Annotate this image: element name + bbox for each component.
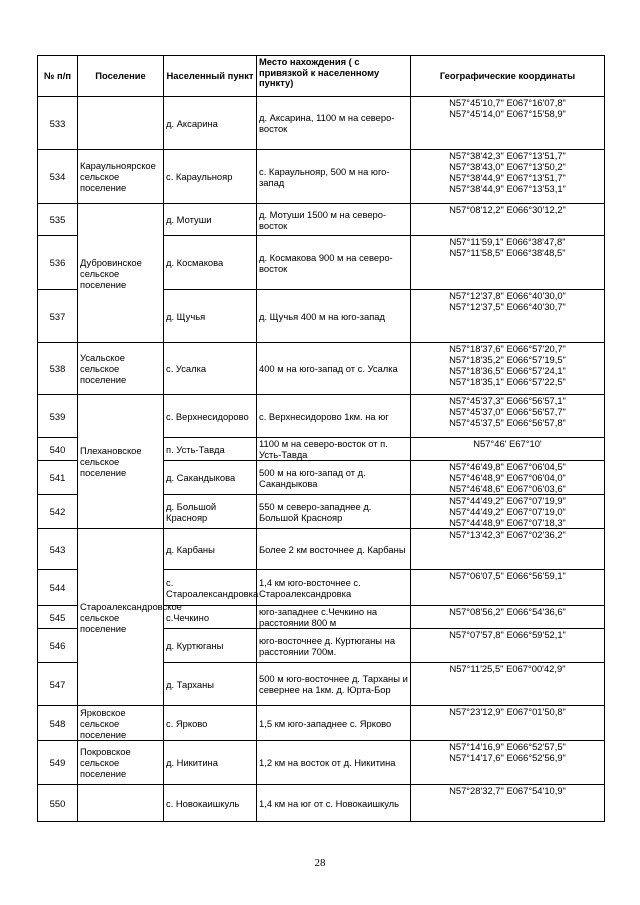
coordinate-line: N57°11'25,5" E067°00'42,9"	[449, 663, 566, 674]
row-number: 547	[38, 663, 78, 706]
locality-cell: с. Новокаишкуль	[164, 785, 257, 822]
coordinate-line: N57°18'37,6" E066°57'20,7"	[449, 343, 566, 354]
coordinate-line: N57°38'44,9" E067°13'51,7"	[449, 172, 566, 183]
location-cell: юго-западнее с.Чечкино на расстоянии 800 м	[257, 606, 411, 629]
locality-cell: с. Караульнояр	[164, 150, 257, 204]
locality-cell: с. Староалександровка	[164, 570, 257, 606]
row-number: 539	[38, 395, 78, 438]
row-number: 545	[38, 606, 78, 629]
location-cell: 1,2 км на восток от д. Никитина	[257, 741, 411, 785]
locality-cell: с.Чечкино	[164, 606, 257, 629]
settlement-cell: Усальское сельское поселение	[78, 343, 164, 395]
row-number: 536	[38, 236, 78, 290]
coordinates-cell	[411, 438, 605, 461]
coordinate-line: N57°18'35,2" E066°57'19,5"	[449, 354, 566, 365]
coordinate-line: N57°18'36,5" E066°57'24,1"	[449, 365, 566, 376]
coordinates-cell	[411, 461, 605, 495]
locality-cell: д. Куртюганы	[164, 629, 257, 663]
coordinate-line: N57°45'37,0" E066°56'57,7"	[449, 406, 566, 417]
coordinate-line: N57°46'49,8" E067°06'04,5"	[449, 461, 566, 472]
page-number: 28	[314, 857, 326, 869]
coordinate-line: N57°38'42,3" E067°13'51,7"	[449, 150, 566, 161]
coordinates-cell	[411, 150, 605, 204]
row-number: 540	[38, 438, 78, 461]
location-cell: 1,4 км на юг от с. Новокаишкуль	[257, 785, 411, 822]
coordinate-line: N57°45'10,7" E067°16'07,8"	[449, 97, 566, 108]
row-number: 544	[38, 570, 78, 606]
location-cell: 1,4 км юго-восточнее с. Староалександровка	[257, 570, 411, 606]
registry-table	[37, 55, 605, 822]
coordinates-cell	[411, 204, 605, 236]
coordinate-line: N57°46' E67°10'	[473, 438, 542, 449]
table-row	[38, 204, 605, 236]
settlement-cell	[78, 785, 164, 822]
locality-cell: д. Сакандыкова	[164, 461, 257, 495]
locality-cell: д. Карбаны	[164, 529, 257, 570]
row-number: 550	[38, 785, 78, 822]
settlement-cell: Староалександровское сельское поселение	[78, 529, 164, 706]
location-cell: Более 2 км восточнее д. Карбаны	[257, 529, 411, 570]
locality-cell: д. Тарханы	[164, 663, 257, 706]
coordinate-line: N57°28'32,7" E067°54'10,9"	[449, 785, 566, 796]
locality-cell: д. Космакова	[164, 236, 257, 290]
coordinate-line: N57°11'58,5" E066°38'48,5"	[449, 247, 566, 258]
table-row	[38, 529, 605, 570]
locality-cell: д. Большой Краснояр	[164, 495, 257, 529]
location-cell: с. Верхнесидорово 1км. на юг	[257, 395, 411, 438]
location-cell: с. Караульнояр, 500 м на юго-запад	[257, 150, 411, 204]
locality-cell: д. Аксарина	[164, 97, 257, 150]
header-num: № п/п	[38, 56, 78, 97]
header-settlement: Поселение	[78, 56, 164, 97]
coordinate-line: N57°44'49,2" E067°07'19,0"	[449, 506, 566, 517]
coordinates-cell	[411, 395, 605, 438]
coordinates-cell	[411, 785, 605, 822]
header-locality: Населенный пункт	[164, 56, 257, 97]
coordinate-line: N57°13'42,3" E067°02'36,2"	[449, 529, 566, 540]
settlement-cell: Покровское сельское поселение	[78, 741, 164, 785]
location-cell: 550 м северо-западнее д. Большой Краснояр	[257, 495, 411, 529]
coordinates-cell	[411, 236, 605, 290]
table-row	[38, 395, 605, 438]
coordinates-cell	[411, 741, 605, 785]
coordinate-line: N57°45'14,0" E067°15'58,9"	[449, 108, 566, 119]
coordinates-cell	[411, 629, 605, 663]
coordinates-cell	[411, 663, 605, 706]
coordinate-line: N57°46'48,6" E067°06'03,6"	[449, 483, 566, 494]
table-row	[38, 741, 605, 785]
coordinate-line: N57°45'37,5" E066°56'57,8"	[449, 417, 566, 428]
coordinates-cell	[411, 606, 605, 629]
coordinate-line: N57°08'56,2" E066°54'36,6"	[449, 606, 566, 617]
settlement-cell: Дубровинское сельское поселение	[78, 204, 164, 343]
coordinate-line: N57°12'37,5" E066°40'30,7"	[449, 301, 566, 312]
row-number: 548	[38, 706, 78, 741]
table-row	[38, 785, 605, 822]
coordinates-cell	[411, 495, 605, 529]
header-location: Место нахождения ( с привязкой к населенному пункту)	[257, 56, 411, 97]
locality-cell: д. Мотуши	[164, 204, 257, 236]
coordinates-cell	[411, 529, 605, 570]
location-cell: 1100 м на северо-восток от п. Усть-Тавда	[257, 438, 411, 461]
locality-cell: с. Ярково	[164, 706, 257, 741]
coordinate-line: N57°44'48,9" E067°07'18,3"	[449, 517, 566, 528]
row-number: 534	[38, 150, 78, 204]
coordinates-cell	[411, 290, 605, 343]
locality-cell: д. Никитина	[164, 741, 257, 785]
coordinates-cell	[411, 343, 605, 395]
table-row	[38, 706, 605, 741]
row-number: 546	[38, 629, 78, 663]
header-row	[38, 56, 605, 97]
locality-cell: с. Верхнесидорово	[164, 395, 257, 438]
coordinate-line: N57°23'12,9" E067°01'50,8"	[449, 706, 566, 717]
locality-cell: с. Усалка	[164, 343, 257, 395]
settlement-cell: Ярковское сельское поселение	[78, 706, 164, 741]
coordinates-cell	[411, 97, 605, 150]
row-number: 543	[38, 529, 78, 570]
settlement-cell: Плехановское сельское поселение	[78, 395, 164, 529]
row-number: 538	[38, 343, 78, 395]
coordinate-line: N57°44'49,2" E067°07'19,9"	[449, 495, 566, 506]
table-row	[38, 97, 605, 150]
row-number: 542	[38, 495, 78, 529]
header-coordinates: Географические координаты	[411, 56, 605, 97]
locality-cell: п. Усть-Тавда	[164, 438, 257, 461]
row-number: 535	[38, 204, 78, 236]
coordinate-line: N57°38'44,9" E067°13'53,1"	[449, 183, 566, 194]
location-cell: 400 м на юго-запад от с. Усалка	[257, 343, 411, 395]
coordinates-cell	[411, 570, 605, 606]
row-number: 537	[38, 290, 78, 343]
location-cell: д. Космакова 900 м на северо-восток	[257, 236, 411, 290]
coordinate-line: N57°11'59,1" E066°38'47,8"	[449, 236, 566, 247]
coordinate-line: N57°08'12,2" E066°30'12,2"	[449, 204, 566, 215]
location-cell: 1,5 км юго-западнее с. Ярково	[257, 706, 411, 741]
table-row	[38, 343, 605, 395]
location-cell: д. Мотуши 1500 м на северо-восток	[257, 204, 411, 236]
location-cell: юго-восточнее д. Куртюганы на расстоянии 700м.	[257, 629, 411, 663]
row-number: 549	[38, 741, 78, 785]
coordinate-line: N57°14'17,6" E066°52'56,9"	[449, 752, 566, 763]
coordinate-line: N57°18'35,1" E066°57'22,5"	[449, 376, 566, 387]
location-cell: д. Щучья 400 м на юго-запад	[257, 290, 411, 343]
location-cell: д. Аксарина, 1100 м на северо-восток	[257, 97, 411, 150]
coordinates-cell	[411, 706, 605, 741]
coordinate-line: N57°45'37,3" E066°56'57,1"	[449, 395, 566, 406]
location-cell: 500 м юго-восточнее д. Тарханы и севернее на 1км. д. Юрта-Бор	[257, 663, 411, 706]
row-number: 541	[38, 461, 78, 495]
coordinate-line: N57°14'16,9" E066°52'57,5"	[449, 741, 566, 752]
row-number: 533	[38, 97, 78, 150]
coordinate-line: N57°38'43,0" E067°13'50,2"	[449, 161, 566, 172]
coordinate-line: N57°07'57,8" E066°59'52,1"	[449, 629, 566, 640]
coordinate-line: N57°06'07,5" E066°56'59,1"	[449, 570, 566, 581]
settlement-cell: Караульноярское сельское поселение	[78, 150, 164, 204]
coordinate-line: N57°12'37,8" E066°40'30,0"	[449, 290, 566, 301]
settlement-cell	[78, 97, 164, 150]
coordinate-line: N57°46'48,9" E067°06'04,0"	[449, 472, 566, 483]
location-cell: 500 м на юго-запад от д. Сакандыкова	[257, 461, 411, 495]
table-row	[38, 150, 605, 204]
locality-cell: д. Щучья	[164, 290, 257, 343]
